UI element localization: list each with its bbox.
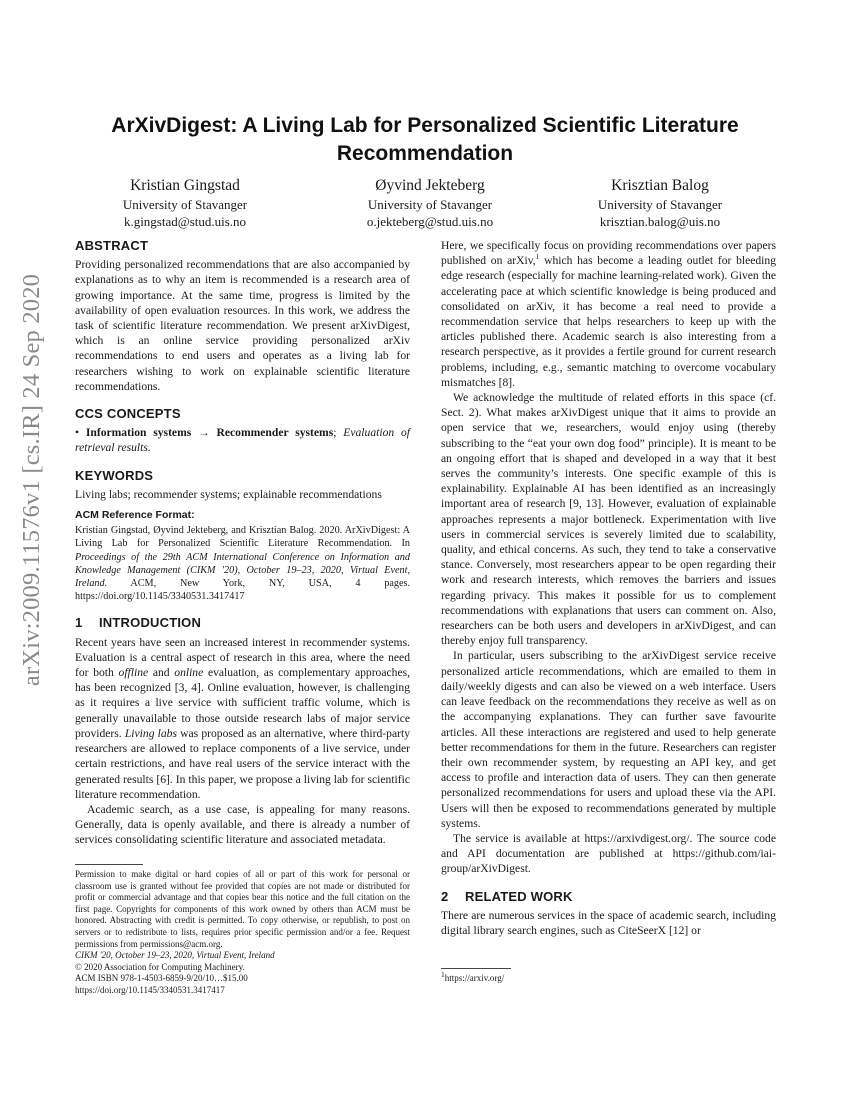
right-column: [441, 238, 776, 938]
ccs-heading: CCS CONCEPTS: [75, 406, 181, 422]
footnote-marker[interactable]: 1: [535, 252, 540, 262]
acm-reference-heading: ACM Reference Format:: [75, 509, 195, 522]
abstract-heading: ABSTRACT: [75, 238, 149, 253]
ccs-separator: ;: [333, 426, 337, 440]
arxiv-identifier-stamp: [8, 230, 56, 730]
arxiv-stamp-text: arXiv:2009.11576v1 [cs.IR] 24 Sep 2020: [18, 273, 45, 687]
ccs-bullet: •: [75, 426, 80, 440]
author-affiliation: University of Stavanger: [597, 197, 723, 212]
author-name: Øyvind Jekteberg: [375, 177, 485, 194]
footnote: [441, 968, 776, 984]
copyright-line: © 2020 Association for Computing Machinery.: [75, 961, 245, 972]
intro-paragraph-2: Academic search, as a use case, is appealing for many reasons. Generally, data is openly available, and there is already a number of services consolidating scientific literature and associated metadata.: [75, 802, 410, 847]
conference-line: CIKM '20, October 19–23, 2020, Virtual Event, Ireland: [75, 950, 275, 961]
related-work-heading: 2 RELATED WORK: [441, 888, 573, 904]
paper-title: ArXivDigest: A Living Lab for Personalized Scientific Literature Recommendation: [111, 114, 739, 165]
permission-text: Permission to make digital or hard copies of all or part of this work for personal or classroom use is granted without fee provided that copies are not made or distributed for profit or commercial advantage and that copies bear this notice and the full citation on the first page. Copyrights for components of this work owned by others than ACM must be honored. Abstracting with credit is permitted. To copy otherwise, or republish, to post on servers or to redistribute to lists, requires prior specific permission and/or a fee. Request permissions from permissions@acm.org.: [75, 869, 410, 949]
right-paragraph-2: We acknowledge the multitude of related efforts in this space (cf. Sect. 2). What makes arXivDigest unique that it aims to provide an open service that we, researchers, would enjoy using (thereby subscribing to the “eat your own dog food” principle). It is meant to be an ongoing effort that is shaped and developed in a way that it best serves the community’s interests. One specific example of this is explainability. Explainable AI has been identified as an increasingly important area of research [9, 13]. However, evaluation of explainable approaches represents a major bottleneck. Experimentation with live users in commercial services is severely limited due to scalability, quality, and ethical concerns. As such, they tend to take a conservative stance. Conversely, most researchers appear to be open regarding their work and research interests, which removes the barriers and issues regarding privacy. This makes it possible for us to complement recommendations with explanations that users can comment on. Also, researchers can be both users and developers in arXivDigest, and can thereby enjoy full transparency.: [441, 391, 776, 648]
right-paragraph-3: In particular, users subscribing to the arXivDigest service receive personalized article recommendations, which are emailed to them in daily/weekly digests and can also be viewed on a web interface. Users can leave feedback on the recommendations they receive as well as on the accompanying explanations. They can further save favourite articles. All these interactions are registered and used to help generate better recommendations for them in the future. Researchers can register their own recommender system, by requesting an API key, and get access to profile and interaction data of users. They can then generate personalized recommendations for users and upload these via the API. Users will then be exposed to recommendations generated by multiple systems.: [441, 649, 776, 830]
acm-reference-text: Kristian Gingstad, Øyvind Jekteberg, and Krisztian Balog. 2020. ArXivDigest: A Living Lab for Personalized Scientific Literature Recommendation. In Proceedings of the 29th ACM International Conference on Information and Knowledge Management (CIKM '20), October 19–23, 2020, Virtual Event, Ireland. ACM, New York, NY, USA, 4 pages. https://doi.org/10.1145/3340531.3417417: [75, 525, 410, 603]
ccs-term-evaluation: Evaluation of retrieval results.: [75, 426, 410, 455]
author-name: Kristian Gingstad: [130, 177, 240, 194]
author-1: [75, 176, 295, 230]
ccs-term-information-systems: Information systems: [85, 426, 192, 440]
author-email: krisztian.balog@uis.no: [599, 214, 721, 229]
keywords-heading: KEYWORDS: [75, 467, 154, 483]
abstract-text: Providing personalized recommendations that are also accompanied by explanations as to why an item is recommended is a research area of growing importance. At the same time, progress is limited by the availability of open evaluation resources. In this work, we address the task of scientific literature recommendation. We present arXivDigest, which is an online service providing personalized arXiv recommendations to end users and operates as a living lab for researchers wishing to work on explainable scientific literature recommendations.: [75, 258, 410, 393]
right-paragraph-4: The service is available at https://arxivdigest.org/. The source code and API documentation are published at https://github.com/iai-group/arXivDigest.: [441, 831, 776, 876]
permission-notice: [75, 858, 410, 997]
author-2: [320, 176, 540, 230]
right-paragraph-1: Here, we specifically focus on providing recommendations over papers published on arXiv,$^1$ which has become a leading outlet for bleeding edge research (especially for machine learning-related work). Given the accelerating pace at which scientific knowledge is being produced and consolidated on arXiv, it has become a real need to provide a recommendation service that helps researchers to keep up with the articles published there. Academic search is also interesting from a research perspective, as it provides a fertile ground for current research problems, including, e.g., semantic matching to overcome vocabulary mismatches [8].: [441, 239, 776, 389]
footnote-number: 1: [441, 970, 445, 979]
author-affiliation: University of Stavanger: [367, 197, 493, 212]
ccs-term-recommender-systems: Recommender systems: [216, 426, 334, 440]
author-affiliation: University of Stavanger: [122, 197, 248, 212]
author-email: k.gingstad@stud.uis.no: [123, 214, 247, 229]
related-work-text: There are numerous services in the space of academic search, including digital library search engines, such as CiteSeerX [12] or: [441, 908, 776, 937]
doi-link[interactable]: https://doi.org/10.1145/3340531.3417417: [75, 984, 225, 995]
author-name: Krisztian Balog: [611, 177, 709, 194]
left-column: [75, 238, 410, 848]
keywords-text: Living labs; recommender systems; explainable recommendations: [75, 487, 382, 501]
ccs-text: [75, 425, 410, 455]
intro-paragraph-1: Recent years have seen an increased interest in recommender systems. Evaluation is a central aspect of research in this area, where the need for both offline and online evaluation, as complementary approaches, has been recognized [3, 4]. Online evaluation, however, is challenging as it requires a live service with sufficient traffic volume, which is generally unavailable to those outside research labs of major service providers. Living labs was proposed as an alternative, where third-party researchers are allowed to replace components of a live service, under certain restrictions, and have real users of the service interact with the generated results [6]. In this paper, we propose a living lab for scientific literature recommendation.: [75, 635, 410, 801]
arrow-right-icon: →: [198, 426, 210, 440]
isbn-line: ACM ISBN 978-1-4503-6859-9/20/10…$15.00: [75, 973, 248, 984]
author-email: o.jekteberg@stud.uis.no: [366, 214, 494, 229]
footnote-link[interactable]: https://arxiv.org/: [444, 973, 505, 983]
author-3: [550, 176, 770, 230]
intro-heading: 1 INTRODUCTION: [75, 615, 202, 631]
